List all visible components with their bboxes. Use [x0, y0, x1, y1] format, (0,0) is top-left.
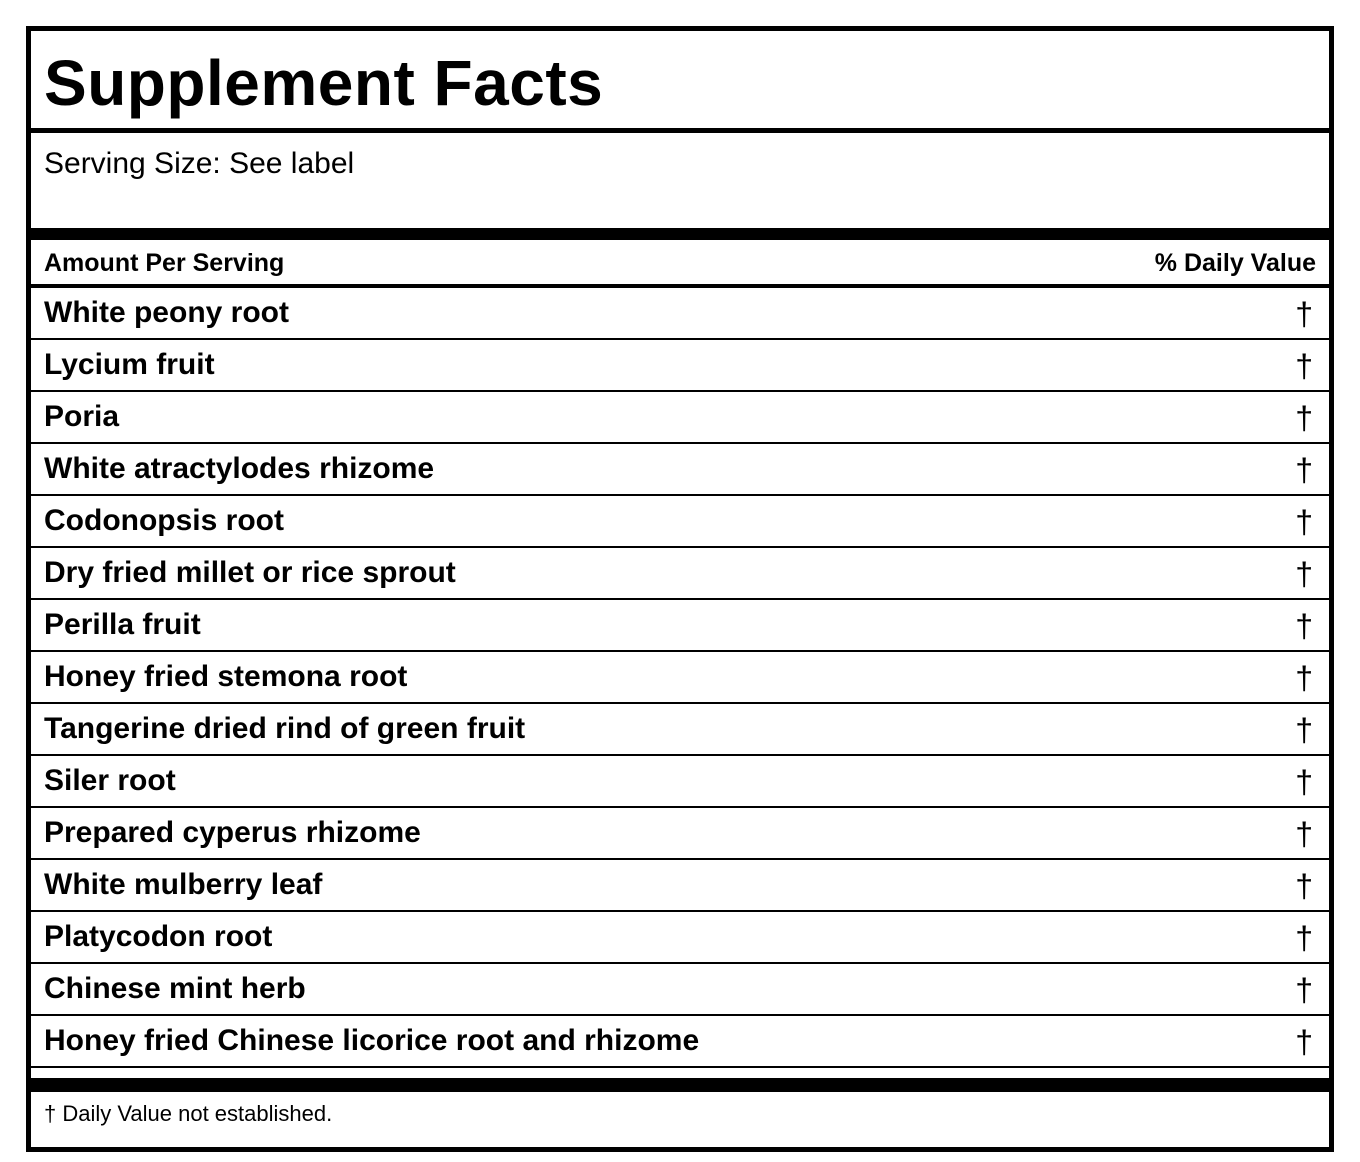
ingredient-row — [31, 496, 1329, 548]
ingredient-daily-value: † — [1295, 764, 1313, 800]
thick-divider-bottom — [31, 1078, 1329, 1092]
panel-title: Supplement Facts — [44, 47, 604, 119]
ingredient-name: White atractylodes rhizome — [44, 452, 435, 485]
ingredient-daily-value: † — [1295, 920, 1313, 956]
ingredient-name: Honey fried stemona root — [44, 660, 408, 693]
ingredient-name: Codonopsis root — [44, 504, 284, 537]
footnote-section — [31, 1092, 1329, 1142]
ingredient-name: Honey fried Chinese licorice root and rhizome — [44, 1024, 700, 1057]
serving-section — [31, 133, 1329, 228]
ingredient-daily-value: † — [1295, 868, 1313, 904]
amount-per-serving-header: Amount Per Serving — [44, 249, 285, 277]
ingredient-row — [31, 340, 1329, 392]
ingredient-daily-value: † — [1295, 348, 1313, 384]
ingredient-name: Dry fried millet or rice sprout — [44, 556, 456, 589]
ingredient-row — [31, 288, 1329, 340]
ingredient-daily-value: † — [1295, 504, 1313, 540]
ingredient-daily-value: † — [1295, 296, 1313, 332]
daily-value-header: % Daily Value — [1154, 249, 1316, 277]
ingredient-list — [31, 288, 1329, 1068]
ingredient-name: Tangerine dried rind of green fruit — [44, 712, 526, 745]
ingredient-name: Prepared cyperus rhizome — [44, 816, 421, 849]
ingredient-daily-value: † — [1295, 972, 1313, 1008]
ingredient-row — [31, 392, 1329, 444]
ingredient-daily-value: † — [1295, 556, 1313, 592]
footnote-text: † Daily Value not established. — [44, 1101, 333, 1126]
ingredient-row — [31, 808, 1329, 860]
ingredient-name: Platycodon root — [44, 920, 273, 953]
thick-divider — [31, 228, 1329, 240]
column-header-row — [31, 240, 1329, 288]
ingredient-row — [31, 1016, 1329, 1068]
ingredient-daily-value: † — [1295, 1024, 1313, 1060]
ingredient-name: Poria — [44, 400, 120, 433]
ingredient-name: White peony root — [44, 296, 289, 329]
ingredient-row — [31, 964, 1329, 1016]
ingredient-daily-value: † — [1295, 608, 1313, 644]
serving-size: Serving Size: See label — [44, 147, 355, 180]
ingredient-row — [31, 444, 1329, 496]
ingredient-row — [31, 652, 1329, 704]
ingredient-row — [31, 756, 1329, 808]
title-section — [31, 31, 1329, 133]
ingredient-daily-value: † — [1295, 400, 1313, 436]
ingredient-daily-value: † — [1295, 816, 1313, 852]
ingredient-daily-value: † — [1295, 660, 1313, 696]
ingredient-name: Lycium fruit — [44, 348, 215, 381]
ingredient-row — [31, 548, 1329, 600]
ingredient-row — [31, 704, 1329, 756]
ingredient-name: Siler root — [44, 764, 176, 797]
ingredient-name: Chinese mint herb — [44, 972, 306, 1005]
ingredient-row — [31, 860, 1329, 912]
ingredient-name: Perilla fruit — [44, 608, 201, 641]
ingredient-daily-value: † — [1295, 712, 1313, 748]
ingredient-daily-value: † — [1295, 452, 1313, 488]
ingredient-name: White mulberry leaf — [44, 868, 323, 901]
supplement-facts-panel — [26, 26, 1334, 1152]
ingredient-row — [31, 600, 1329, 652]
ingredient-row — [31, 912, 1329, 964]
spacer-row — [31, 1068, 1329, 1078]
